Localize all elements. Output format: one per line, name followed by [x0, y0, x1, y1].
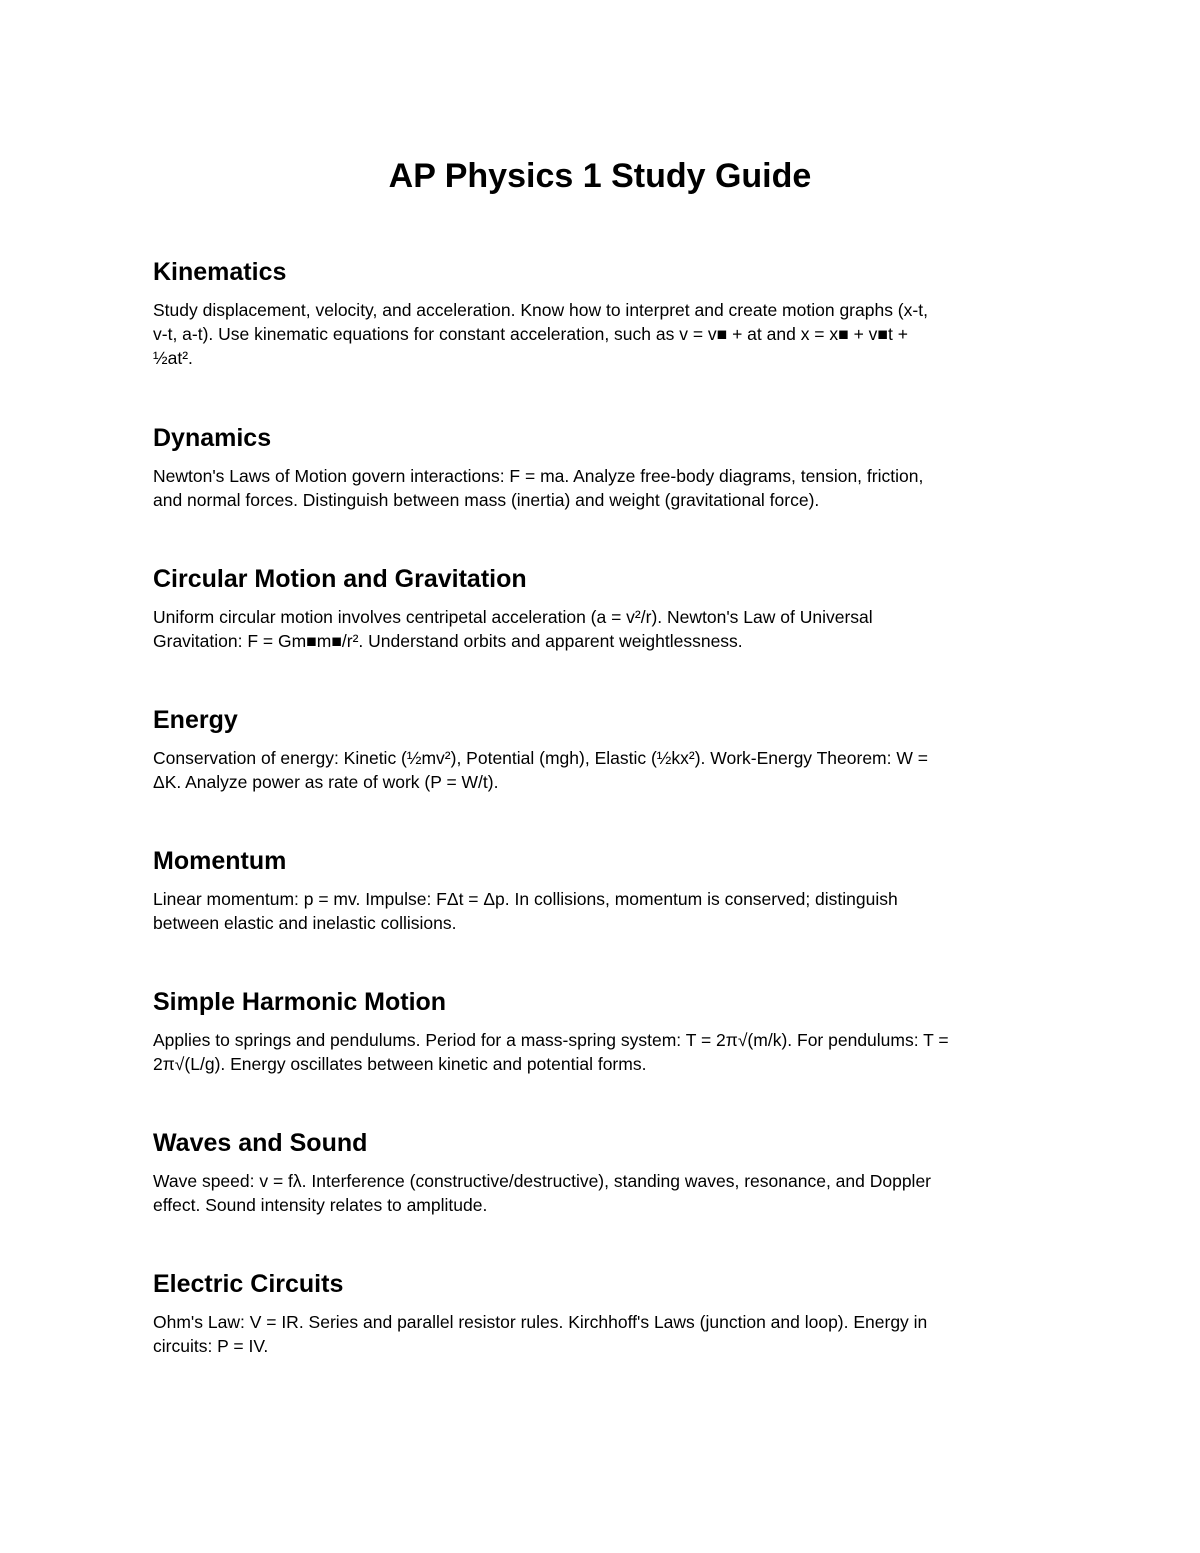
section-body: Study displacement, velocity, and acceleration. Know how to interpret and create motion graphs (x-t, v-t, a-t). Use kinematic equations for constant acceleration, such as v = v■ + at and x = x■ + v■t + ½at². — [153, 300, 928, 368]
section-heading: Energy — [153, 706, 238, 734]
page-title: AP Physics 1 Study Guide — [388, 157, 812, 195]
section-body: Uniform circular motion involves centripetal acceleration (a = v²/r). Newton's Law of Universal Gravitation: F = Gm■m■/r². Understand orbits and apparent weightlessness. — [153, 607, 873, 651]
section-heading: Dynamics — [153, 424, 272, 452]
section-body: Applies to springs and pendulums. Period for a mass-spring system: T = 2π√(m/k). For pendulums: T = 2π√(L/g). Energy oscillates between kinetic and potential forms. — [153, 1030, 949, 1074]
section-dynamics — [153, 422, 1053, 512]
section-heading: Electric Circuits — [153, 1270, 344, 1298]
section-heading: Waves and Sound — [153, 1129, 368, 1157]
section-body: Conservation of energy: Kinetic (½mv²), Potential (mgh), Elastic (½kx²). Work-Energy Theorem: W = ΔK. Analyze power as rate of work (P = W/t). — [153, 748, 928, 792]
section-heading: Circular Motion and Gravitation — [153, 565, 527, 593]
section-heading: Kinematics — [153, 258, 287, 286]
section-body: Newton's Laws of Motion govern interactions: F = ma. Analyze free-body diagrams, tension, friction, and normal forces. Distinguish between mass (inertia) and weight (gravitational force). — [153, 466, 924, 510]
section-body: Wave speed: v = fλ. Interference (constructive/destructive), standing waves, resonance, and Doppler effect. Sound intensity relates to amplitude. — [153, 1171, 932, 1215]
section-kinematics — [153, 256, 1053, 370]
section-circular-motion — [153, 563, 1053, 653]
section-energy — [153, 704, 1053, 794]
section-electric-circuits — [153, 1268, 1053, 1358]
section-momentum — [153, 845, 1053, 935]
section-body: Linear momentum: p = mv. Impulse: FΔt = Δp. In collisions, momentum is conserved; distinguish between elastic and inelastic collisions. — [153, 889, 898, 933]
section-waves-and-sound — [153, 1127, 1053, 1217]
section-body: Ohm's Law: V = IR. Series and parallel resistor rules. Kirchhoff's Laws (junction and loop). Energy in circuits: P = IV. — [153, 1312, 928, 1356]
section-heading: Momentum — [153, 847, 287, 875]
section-simple-harmonic-motion — [153, 986, 1053, 1076]
section-heading: Simple Harmonic Motion — [153, 988, 447, 1016]
